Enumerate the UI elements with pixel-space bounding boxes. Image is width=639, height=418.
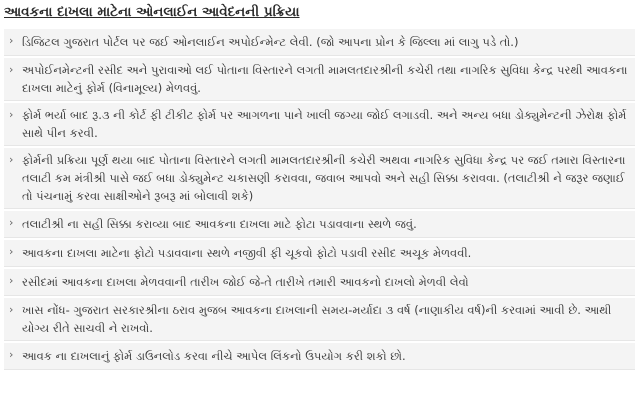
step-text: ડિજિટલ ગુજરાત પોર્ટલ પર જઈ ઓનલાઈન અપોઈન્મેન્ટ લેવી. (જો આપના પ્રોન કે જિલ્લા માં લાગુ પડે તો.) [22,35,519,49]
list-item [4,269,635,296]
step-text: ખાસ નોંધ- ગુજરાત સરકારશ્રીના ઠરાવ મુજબ આવકના દાખલાની સમય-મર્યાદા ૩ વર્ષ (નાણાકીય વર્ષ)ની કરવામાં આવી છે. આથી યોગ્ય રીતે સાચવી ને રાખવો. [22,303,612,335]
list-item [4,29,635,56]
step-text: રસીદમાં આવકના દાખલા મેળવવાની તારીખ જોઈ જે-તે તારીખે તમારી આવકનો દાખલો મેળવી લેવો [22,275,469,289]
list-item [4,103,635,146]
steps-list [4,29,635,370]
list-item [4,148,635,209]
list-item [4,298,635,341]
chevron-right-icon: › [9,108,14,121]
list-item [4,211,635,238]
step-text: ફોર્મની પ્રક્રિયા પૂર્ણ થયા બાદ પોતાના વિસ્તારને લગતી મામલતદારશ્રીની કચેરી અથવા નાગરિક સુવિધા કેન્દ્ર પર જઈ તમારા વિસ્તારના તલાટી કમ મંત્રીશ્રી પાસે જઈ બધા ડોક્યુમેન્ટ ચકાસણી કરાવવા, જવાબ આપવો અને સહી સિક્કા કરાવવા. (તલાટીશ્રી ને જરૂર જણાઈ તો પંચનામું કરવા સાક્ષીઓને રૂબરૂ માં બોલાવી શકે) [22,153,626,203]
step-text: તલાટીશ્રી ના સહી સિક્કા કરાવ્યા બાદ આવકના દાખલા માટે ફોટા પડાવવાના સ્થળે જવું. [22,217,417,231]
chevron-right-icon: › [9,348,14,361]
section-heading: આવકના દાખલા માટેના ઓનલાઈન આવેદનની પ્રક્રિયા [4,4,300,20]
step-text: અપોઈનમેન્ટની રસીદ અને પુરાવાઓ લઈ પોતાના વિસ્તારને લગતી મામલતદારશ્રીની કચેરી તથા નાગરિક સુવિધા કેન્દ્ર પરથી આવકના દાખલા માટેનું ફોર્મ (વિનામૂલ્ય) મેળવવું. [22,63,628,95]
chevron-right-icon: › [9,63,14,76]
chevron-right-icon: › [9,303,14,316]
list-item [4,240,635,267]
step-text: આવકના દાખલા માટેના ફોટો પડાવવાના સ્થળે નજીવી ફી ચૂકવો ફોટો પડાવી રસીદ અચૂક મેળવવી. [22,246,472,260]
list-item [4,343,635,370]
list-item [4,58,635,101]
chevron-right-icon: › [9,245,14,258]
step-text: ફોર્મ ભર્યા બાદ રૂ.૩ ની કોર્ટ ફી ટીકીટ ફોર્મ પર આગળના પાને ખાલી જગ્યા જોઈ લગાડવી. અને અન્ય બધા ડોક્યુમેન્ટની ઝેરોક્ષ ફોર્મ સાથે પીન કરવી. [22,108,627,140]
chevron-right-icon: › [9,216,14,229]
step-text: આવક ના દાખલાનું ફોર્મ ડાઉનલોડ કરવા નીચે આપેલ લિંકનો ઉપયોગ કરી શકો છો. [22,349,406,363]
chevron-right-icon: › [9,153,14,166]
chevron-right-icon: › [9,274,14,287]
chevron-right-icon: › [9,34,14,47]
